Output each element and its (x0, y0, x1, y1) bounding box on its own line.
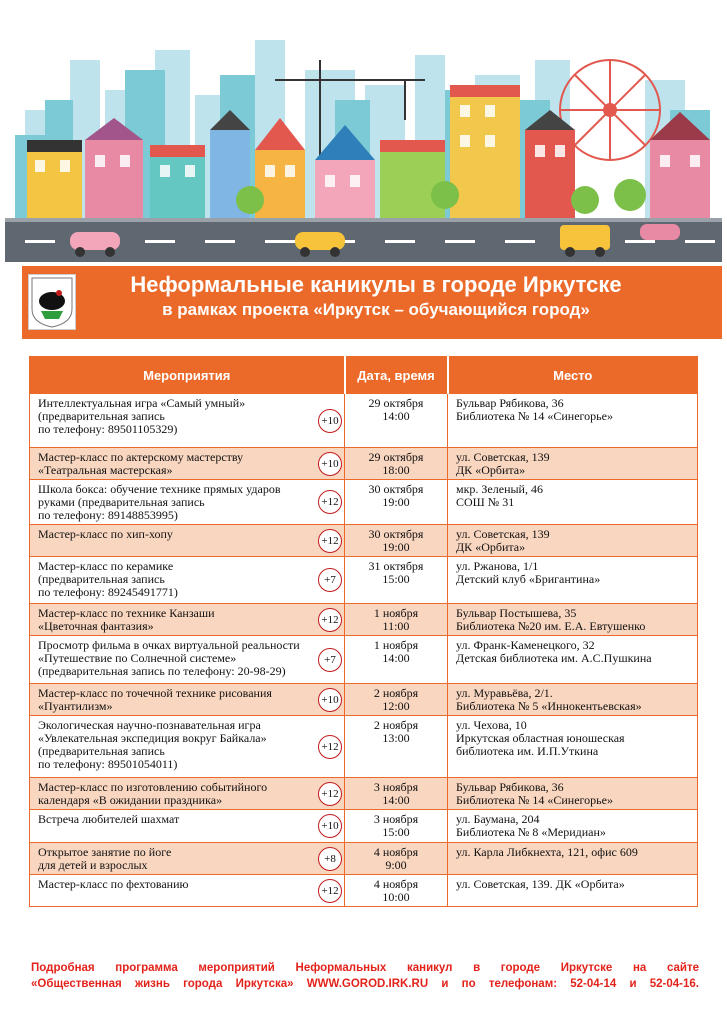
event-text-line: по телефону: 89501054011) (38, 757, 178, 771)
date-text-line: 15:00 (382, 825, 410, 839)
date-cell (345, 557, 448, 604)
place-cell (448, 604, 698, 636)
place-cell (448, 810, 698, 843)
place-text-line: Библиотека № 5 «Иннокентьевская» (456, 699, 642, 713)
event-cell (30, 684, 345, 716)
date-cell (345, 604, 448, 636)
place-cell (448, 684, 698, 716)
event-text-line: по телефону: 89148853995) (38, 508, 178, 522)
event-text-line: Экологическая научно-познавательная игра (38, 718, 261, 732)
age-rating-badge: +12 (318, 529, 342, 553)
date-cell (345, 480, 448, 525)
age-rating-badge: +12 (318, 879, 342, 903)
page-subtitle: в рамках проекта «Иркутск – обучающийся город» (162, 300, 590, 319)
table-row (30, 843, 698, 875)
place-cell (448, 448, 698, 480)
header-events: Мероприятия (30, 357, 345, 394)
event-text-line: (предварительная запись по телефону: 20-98-29) (38, 664, 286, 678)
event-cell (30, 604, 345, 636)
place-cell (448, 716, 698, 778)
date-cell (345, 394, 448, 448)
place-text-line: Иркутская областная юношеская (456, 731, 625, 745)
table-row (30, 778, 698, 810)
date-text-line: 18:00 (382, 463, 410, 477)
event-text-line: Мастер-класс по изготовлению событийного (38, 780, 268, 794)
table-row (30, 525, 698, 557)
event-text-line: Мастер-класс по хип-хопу (38, 527, 173, 541)
place-cell (448, 557, 698, 604)
date-cell (345, 448, 448, 480)
place-text-line: ул. Чехова, 10 (456, 718, 527, 732)
age-rating-badge: +10 (318, 409, 342, 433)
age-rating-badge: +10 (318, 814, 342, 838)
date-text-line: 1 ноября (373, 638, 419, 652)
table-row (30, 716, 698, 778)
age-rating-badge: +10 (318, 452, 342, 476)
place-text-line: Бульвар Рябикова, 36 (456, 396, 564, 410)
table-row (30, 636, 698, 684)
table-body (30, 394, 698, 907)
place-text-line: Бульвар Рябикова, 36 (456, 780, 564, 794)
place-text-line: ул. Муравьёва, 2/1. (456, 686, 553, 700)
place-text-line: Библиотека №20 им. Е.А. Евтушенко (456, 619, 646, 633)
place-text-line: библиотека им. И.П.Уткина (456, 744, 599, 758)
table-row (30, 810, 698, 843)
date-text-line: 3 ноября (373, 780, 419, 794)
date-text-line: 14:00 (382, 651, 410, 665)
place-cell (448, 778, 698, 810)
event-text-line: «Увлекательная экспедиция вокруг Байкала» (38, 731, 267, 745)
place-text-line: ДК «Орбита» (456, 463, 526, 477)
place-cell (448, 875, 698, 907)
event-cell (30, 448, 345, 480)
date-cell (345, 525, 448, 557)
header-date: Дата, время (345, 357, 448, 394)
place-text-line: Детский клуб «Бригантина» (456, 572, 601, 586)
date-text-line: 14:00 (382, 409, 410, 423)
event-text-line: «Цветочная фантазия» (38, 619, 154, 633)
event-text-line: (предварительная запись (38, 572, 165, 586)
place-cell (448, 843, 698, 875)
footer-line: «Общественная жизнь города Иркутска» WWW.GOROD.IRK.RU и по телефонам: 52-04-14 и 52-04-16. (31, 978, 699, 990)
event-text-line: (предварительная запись (38, 744, 165, 758)
event-cell (30, 525, 345, 557)
event-text-line: по телефону: 89501105329) (38, 422, 178, 436)
event-cell (30, 557, 345, 604)
event-text-line: по телефону: 89245491771) (38, 585, 178, 599)
event-text-line: (предварительная запись (38, 409, 165, 423)
event-text-line: Мастер-класс по актерскому мастерству (38, 450, 244, 464)
age-rating-badge: +12 (318, 490, 342, 514)
place-text-line: ул. Советская, 139 (456, 527, 550, 541)
event-text-line: для детей и взрослых (38, 858, 148, 872)
date-cell (345, 875, 448, 907)
date-text-line: 2 ноября (373, 686, 419, 700)
place-text-line: ул. Ржанова, 1/1 (456, 559, 539, 573)
date-text-line: 14:00 (382, 793, 410, 807)
date-text-line: 19:00 (382, 495, 410, 509)
event-text-line: Интеллектуальная игра «Самый умный» (38, 396, 246, 410)
date-text-line: 2 ноября (373, 718, 419, 732)
date-text-line: 10:00 (382, 890, 410, 904)
place-cell (448, 394, 698, 448)
event-text-line: Мастер-класс по точечной технике рисования (38, 686, 272, 700)
date-text-line: 19:00 (382, 540, 410, 554)
date-text-line: 29 октября (368, 396, 424, 410)
page-title: Неформальные каникулы в городе Иркутске (130, 272, 622, 297)
event-text-line: Школа бокса: обучение технике прямых ударов (38, 482, 281, 496)
place-text-line: ул. Советская, 139 (456, 450, 550, 464)
event-cell (30, 394, 345, 448)
event-text-line: «Путешествие по Солнечной системе» (38, 651, 237, 665)
table-row (30, 480, 698, 525)
event-text-line: Мастер-класс по керамике (38, 559, 174, 573)
place-text-line: ул. Советская, 139. ДК «Орбита» (456, 877, 625, 891)
header-place: Место (448, 357, 698, 394)
date-text-line: 9:00 (385, 858, 407, 872)
age-rating-badge: +12 (318, 735, 342, 759)
table-row (30, 394, 698, 448)
city-illustration (5, 0, 722, 262)
age-rating-badge: +7 (318, 648, 342, 672)
date-text-line: 4 ноября (373, 877, 419, 891)
place-text-line: Библиотека № 8 «Меридиан» (456, 825, 606, 839)
date-text-line: 11:00 (382, 619, 410, 633)
place-text-line: Библиотека № 14 «Синегорье» (456, 409, 613, 423)
footer-line: Подробная программа мероприятий Неформальных каникул в городе Иркутске на сайте (31, 962, 699, 974)
event-text-line: Мастер-класс по технике Канзаши (38, 606, 215, 620)
event-cell (30, 716, 345, 778)
event-text-line: Открытое занятие по йоге (38, 845, 172, 859)
date-text-line: 3 ноября (373, 812, 419, 826)
event-cell (30, 778, 345, 810)
date-cell (345, 810, 448, 843)
place-text-line: мкр. Зеленый, 46 (456, 482, 543, 496)
irkutsk-coat-of-arms (28, 274, 76, 330)
date-cell (345, 843, 448, 875)
place-cell (448, 525, 698, 557)
date-cell (345, 716, 448, 778)
place-text-line: ул. Баумана, 204 (456, 812, 540, 826)
date-text-line: 30 октября (368, 527, 424, 541)
age-rating-badge: +10 (318, 688, 342, 712)
date-text-line: 15:00 (382, 572, 410, 586)
place-text-line: ул. Карла Либкнехта, 121, офис 609 (456, 845, 638, 859)
event-cell (30, 843, 345, 875)
date-cell (345, 684, 448, 716)
place-text-line: Библиотека № 14 «Синегорье» (456, 793, 613, 807)
place-text-line: Детская библиотека им. А.С.Пушкина (456, 651, 652, 665)
table-row (30, 684, 698, 716)
date-cell (345, 778, 448, 810)
age-rating-badge: +12 (318, 782, 342, 806)
date-text-line: 31 октября (368, 559, 424, 573)
table-row (30, 557, 698, 604)
events-table (29, 356, 698, 907)
date-text-line: 29 октября (368, 450, 424, 464)
date-text-line: 1 ноября (373, 606, 419, 620)
footer-note (31, 960, 699, 992)
place-text-line: Бульвар Постышева, 35 (456, 606, 577, 620)
place-text-line: ДК «Орбита» (456, 540, 526, 554)
date-text-line: 13:00 (382, 731, 410, 745)
date-text-line: 4 ноября (373, 845, 419, 859)
table-row (30, 875, 698, 907)
age-rating-badge: +12 (318, 608, 342, 632)
event-text-line: «Пуантилизм» (38, 699, 113, 713)
event-cell (30, 480, 345, 525)
event-cell (30, 636, 345, 684)
date-text-line: 12:00 (382, 699, 410, 713)
event-text-line: Просмотр фильма в очках виртуальной реальности (38, 638, 300, 652)
event-text-line: «Театральная мастерская» (38, 463, 173, 477)
table-row (30, 604, 698, 636)
place-text-line: ул. Франк-Каменецкого, 32 (456, 638, 595, 652)
age-rating-badge: +8 (318, 847, 342, 871)
event-cell (30, 875, 345, 907)
table-row (30, 448, 698, 480)
place-text-line: СОШ № 31 (456, 495, 515, 509)
event-text-line: календаря «В ожидании праздника» (38, 793, 223, 807)
date-cell (345, 636, 448, 684)
date-text-line: 30 октября (368, 482, 424, 496)
place-cell (448, 480, 698, 525)
table-header (30, 357, 698, 394)
event-text-line: Встреча любителей шахмат (38, 812, 180, 826)
place-cell (448, 636, 698, 684)
event-cell (30, 810, 345, 843)
event-text-line: руками (предварительная запись (38, 495, 205, 509)
event-text-line: Мастер-класс по фехтованию (38, 877, 189, 891)
title-banner (22, 266, 722, 339)
age-rating-badge: +7 (318, 568, 342, 592)
